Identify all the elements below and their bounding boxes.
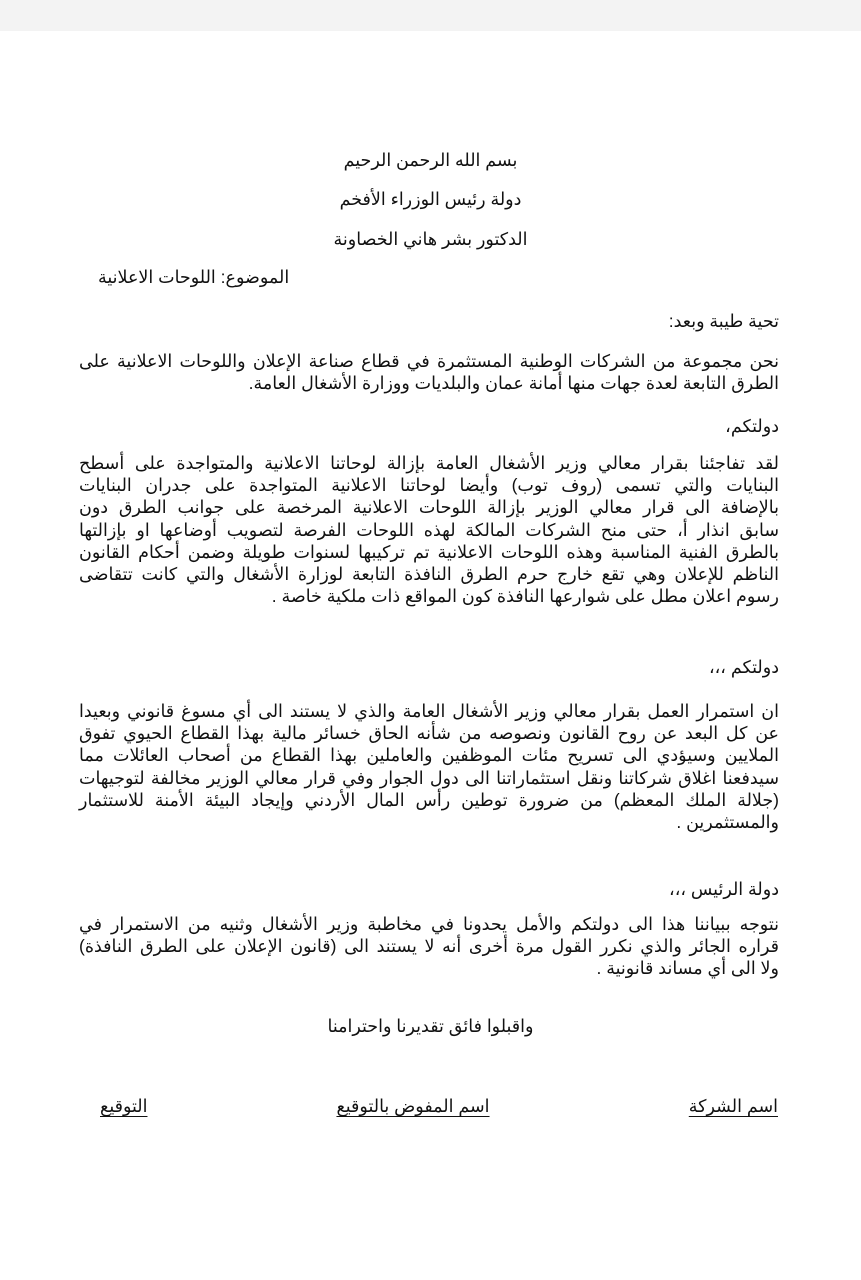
- subject-line: الموضوع: اللوحات الاعلانية: [98, 267, 290, 287]
- paragraph-intro: [79, 350, 779, 394]
- closing: واقبلوا فائق تقديرنا واحترامنا: [327, 1016, 534, 1036]
- paragraph-line: قراره الجائر والذي نكرر القول مرة أخرى أنه لا يستند الى (قانون الإعلان على الطرق النافذة): [79, 936, 779, 957]
- paragraph-line: ان استمرار العمل بقرار معالي وزير الأشغال العامة والذي لا يستند الى أي مسوغ قانوني وبعيدا: [79, 701, 779, 721]
- salutation: دولتكم،: [725, 416, 779, 436]
- addressee-name: الدكتور بشر هاني الخصاونة: [333, 229, 528, 249]
- paragraph-consequences: [79, 700, 779, 833]
- paragraph-line: ولا الى أي مساند قانونية .: [596, 958, 779, 979]
- top-margin-band: [0, 0, 861, 31]
- basmala: بسم الله الرحمن الرحيم: [343, 150, 518, 170]
- paragraph-line: عن كل البعد عن روح القانون ونصوصه من شأنه الحاق خسائر مالية بهذا القطاع الحيوي تفوق: [79, 723, 779, 744]
- company-name-field: اسم الشركة: [688, 1096, 778, 1116]
- paragraph-line: سابق انذار أ، حتى منح الشركات المالكة لهذه اللوحات الفرصة لتصويب أوضاعها او بإزالتها: [79, 519, 779, 540]
- paragraph-line: الطرق التابعة لعدة جهات منها أمانة عمان والبلديات ووزارة الأشغال العامة.: [248, 373, 779, 394]
- signature-field: التوقيع: [100, 1096, 148, 1116]
- paragraph-line: الملايين وسيؤدي الى تسريح مئات الموظفين والعاملين بهذا القطاع من أصحاب العائلات مما: [79, 745, 779, 766]
- paragraph-line: الناظم للإعلان وهي تقع خارج حرم الطرق النافذة التابعة لوزارة الأشغال والتي كانت تتقاضى: [79, 564, 779, 585]
- paragraph-request: [79, 913, 779, 980]
- authorized-signatory-field: اسم المفوض بالتوقيع: [336, 1096, 490, 1116]
- paragraph-decision: [79, 452, 779, 607]
- greeting: تحية طيبة وبعد:: [668, 311, 779, 331]
- paragraph-line: رسوم اعلان مطل على شوارعها النافذة كون المواقع ذات ملكية خاصة .: [271, 586, 779, 607]
- paragraph-line: البنايات والتي تسمى (روف توب) وأيضا لوحاتنا الاعلانية المتواجدة على جدران البنايات: [79, 475, 779, 496]
- paragraph-line: نتوجه ببياننا هذا الى دولتكم والأمل يحدونا في مخاطبة وزير الأشغال وثنيه من الاستمرار في: [79, 914, 779, 934]
- addressee-title: دولة رئيس الوزراء الأفخم: [339, 189, 522, 209]
- paragraph-line: نحن مجموعة من الشركات الوطنية المستثمرة في قطاع صناعة الإعلان واللوحات الاعلانية على: [79, 351, 779, 371]
- paragraph-line: (جلالة الملك المعظم) من ضرورة توطين رأس المال الأردني وإيجاد البيئة الأمنة للاستثمار: [79, 789, 779, 810]
- paragraph-line: بالطرق الفنية المناسبة وهذه اللوحات الاعلانية تم تركيبها لسنوات طويلة وضمن أحكام القانون: [79, 541, 779, 562]
- paragraph-line: والمستثمرين .: [676, 812, 779, 833]
- salutation: دولتكم ،،،: [709, 657, 779, 677]
- salutation: دولة الرئيس ،،،: [669, 879, 779, 899]
- paragraph-line: لقد تفاجئنا بقرار معالي وزير الأشغال العامة بإزالة لوحاتنا الاعلانية والمتواجدة على أسطح: [79, 453, 779, 473]
- paragraph-line: بالإضافة الى قرار معالي الوزير بإزالة اللوحات الاعلانية المرخصة على جوانب الطرق دون: [79, 497, 779, 518]
- paragraph-line: سيدفعنا اغلاق شركاتنا ونقل استثماراتنا الى دول الجوار وفي قرار معالي الوزير مخالفة لتوجيهات: [79, 767, 779, 788]
